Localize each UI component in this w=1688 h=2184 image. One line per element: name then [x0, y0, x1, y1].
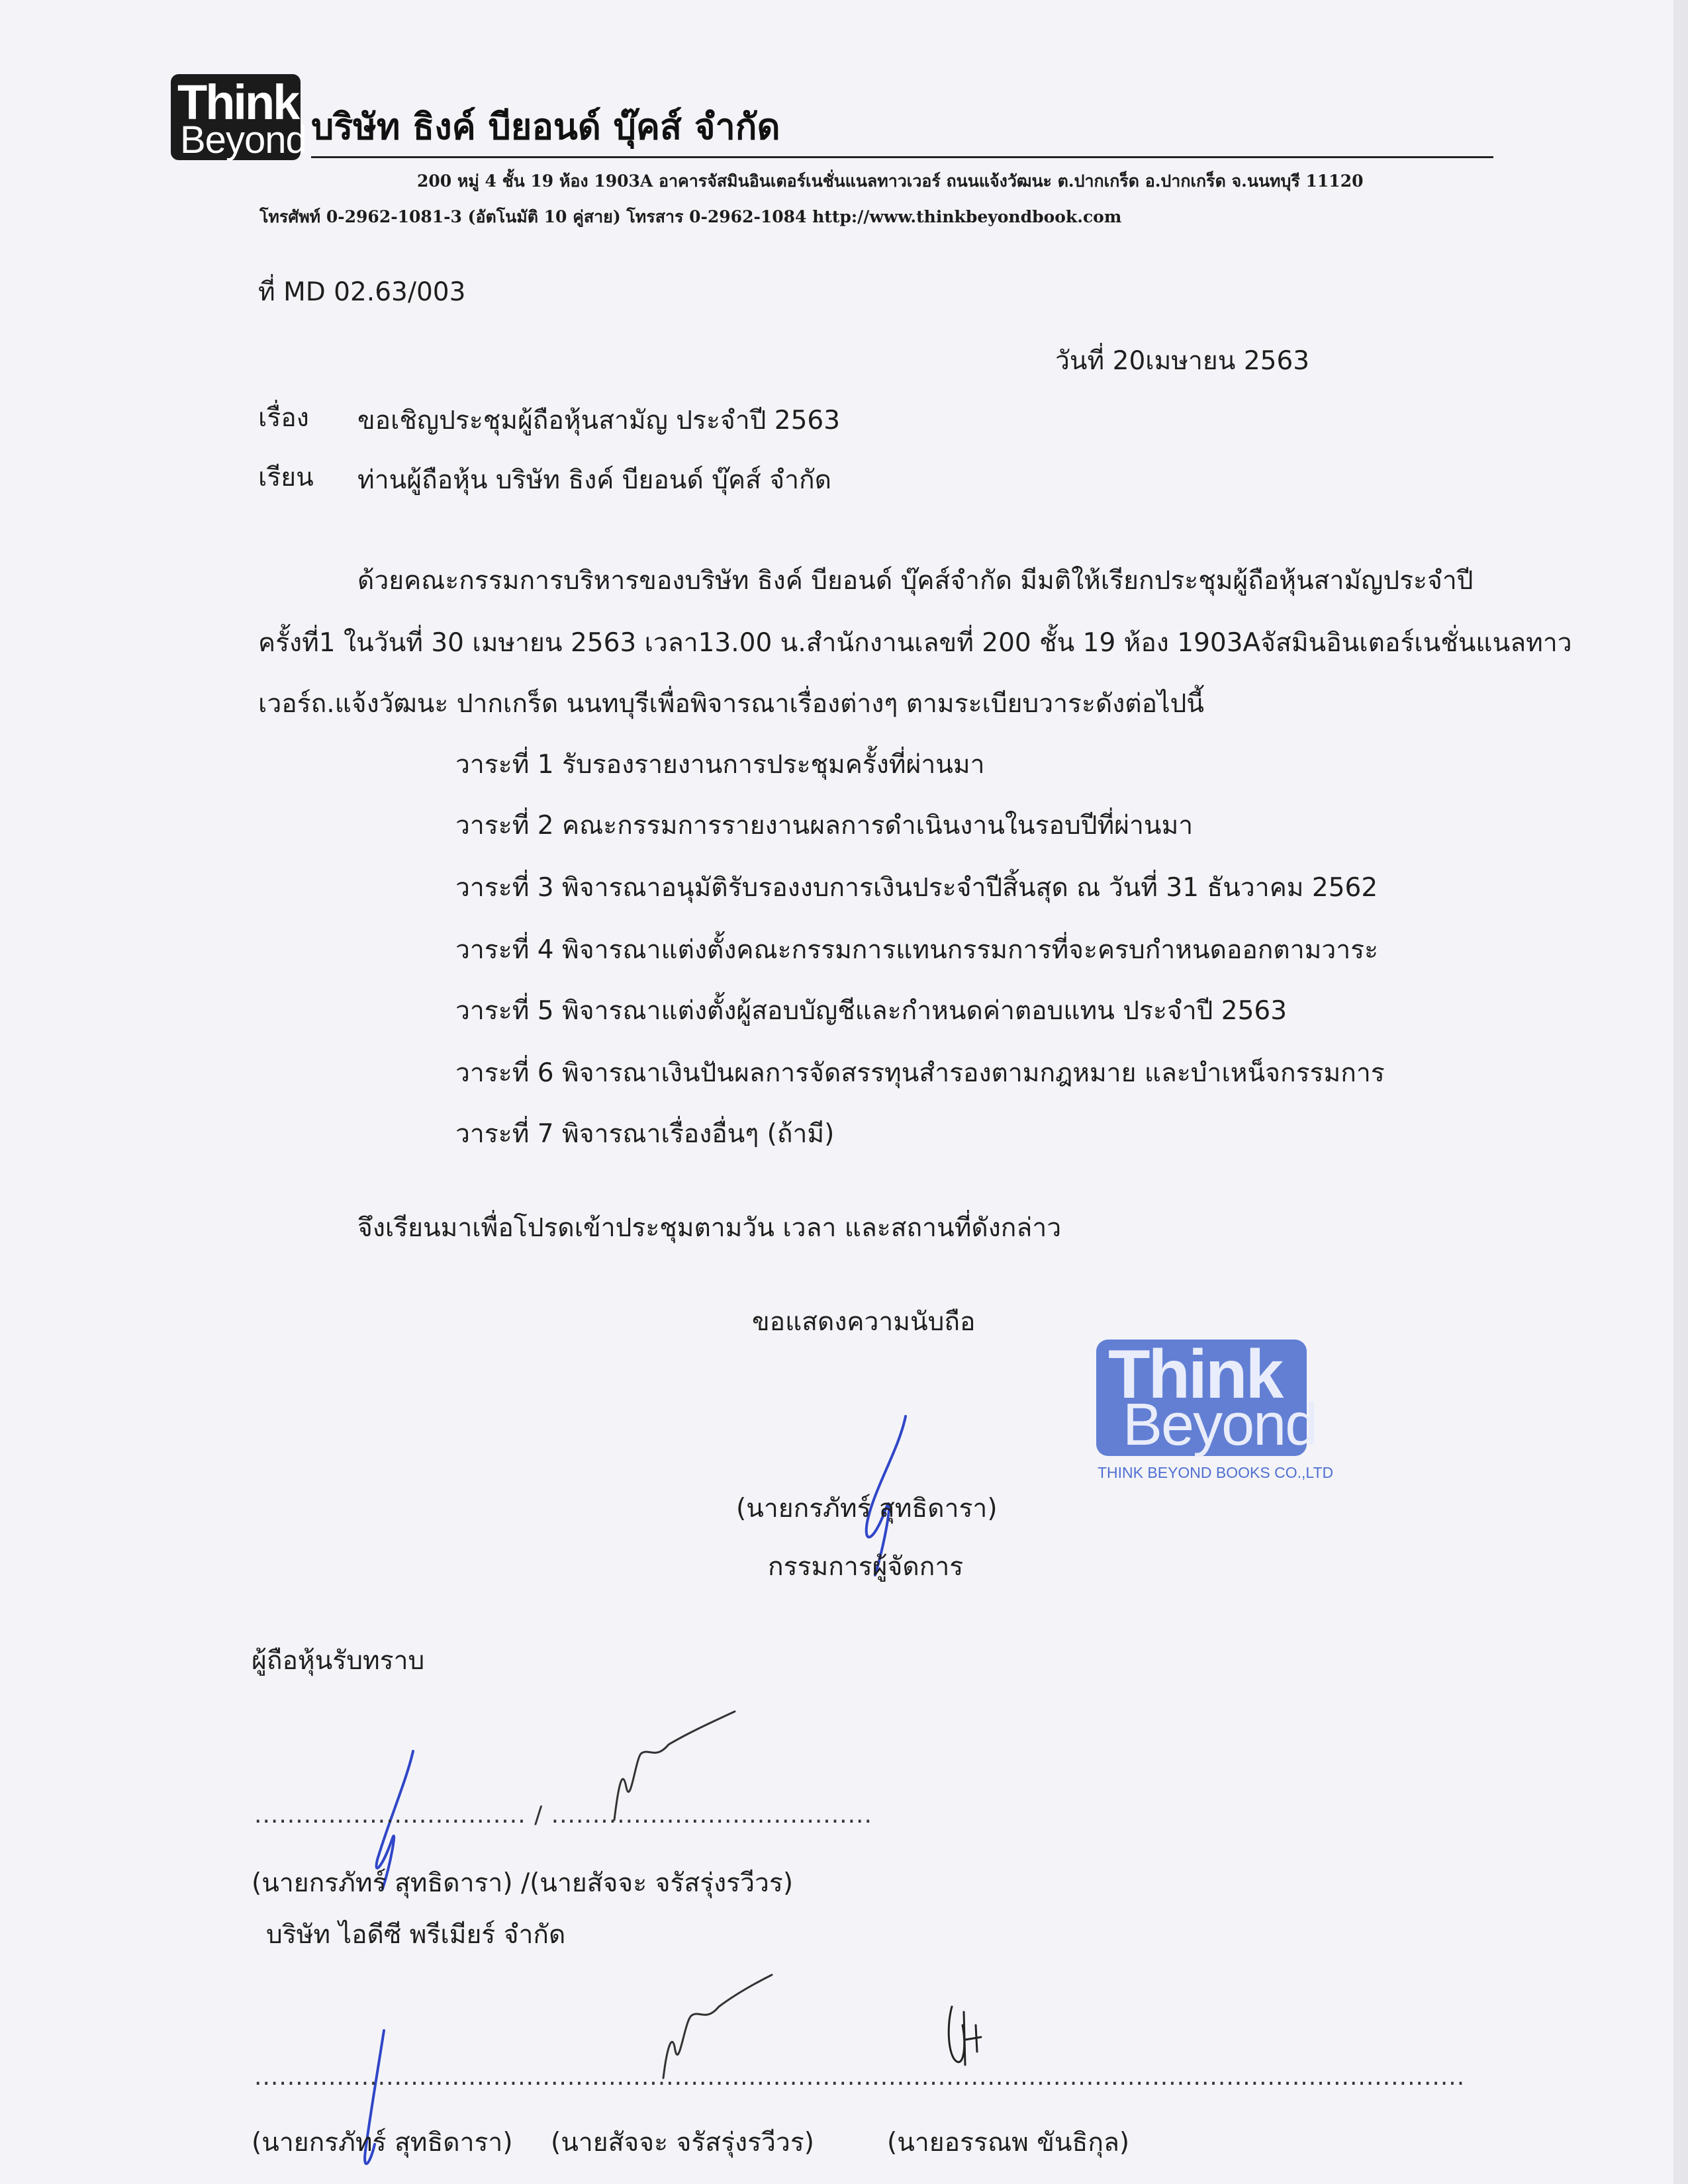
- agenda-item-7: วาระที่ 7 พิจารณาเรื่องอื่นๆ (ถ้ามี): [455, 1119, 835, 1149]
- company-name: บริษัท ธิงค์ บียอนด์ บุ๊คส์ จำกัด: [311, 105, 780, 148]
- agenda-item-3: วาระที่ 3 พิจารณาอนุมัติรับรองงบการเงินประจำปีสิ้นสุด ณ วันที่ 31 ธันวาคม 2562: [455, 873, 1378, 903]
- agenda-item-4: วาระที่ 4 พิจารณาแต่งตั้งคณะกรรมการแทนกรรมการที่จะครบกำหนดออกตามวาระ: [455, 935, 1379, 965]
- acknowledge-names: (นายกรภัทร์ สุทธิดารา) /(นายสัจจะ จรัสรุ่งรวีวร): [252, 1868, 794, 1898]
- paragraph-line-2: ครั้งที่1 ในวันที่ 30 เมษายน 2563 เวลา13.00 น.สำนักงานเลขที่ 200 ชั้น 19 ห้อง 1903Aจัสมินอินเตอร์เนชั่นแนลทาว: [258, 628, 1572, 658]
- letter-date: วันที่ 20เมษายน 2563: [1055, 346, 1310, 376]
- closing-line: จึงเรียนมาเพื่อโปรดเข้าประชุมตามวัน เวลา และสถานที่ดังกล่าว: [357, 1213, 1062, 1243]
- company-address: 200 หมู่ 4 ชั้น 19 ห้อง 1903A อาคารจัสมินอินเตอร์เนชั่นแนลทาวเวอร์ ถนนแจ้งวัฒนะ ต.ปากเกร็ด อ.ปากเกร็ด จ.นนทบุรี 11120: [417, 171, 1364, 191]
- paragraph-line-3: เวอร์ถ.แจ้งวัฒนะ ปากเกร็ด นนทบุรีเพื่อพิจารณาเรื่องต่างๆ ตามระเบียบวาระดังต่อไปนี้: [258, 689, 1205, 719]
- logo-line1: Think: [177, 75, 299, 130]
- signer-name: (นายกรภัทร์ สุทธิดารา): [736, 1494, 998, 1524]
- company-contact: โทรศัพท์ 0-2962-1081-3 (อัตโนมัติ 10 คู่สาย) โทรสาร 0-2962-1084 http://www.thinkbeyondbook.com: [259, 207, 1122, 226]
- agenda-item-2: วาระที่ 2 คณะกรรมการรายงานผลการดำเนินงานในรอบปีที่ผ่านมา: [455, 811, 1194, 841]
- bottom-dotted-line: ...................................................................................................................................................: [254, 2064, 1466, 2091]
- subject-label: เรื่อง: [258, 403, 309, 433]
- regards-text: ขอแสดงความนับถือ: [752, 1307, 976, 1337]
- signer-title: กรรมการผู้จัดการ: [768, 1552, 964, 1582]
- acknowledgement-heading: ผู้ถือหุ้นรับทราบ: [252, 1646, 425, 1676]
- to-text: ท่านผู้ถือหุ้น บริษัท ธิงค์ บียอนด์ บุ๊คส์ จำกัด: [357, 465, 831, 495]
- letterhead-rule: [311, 156, 1493, 158]
- company-logo: [171, 74, 306, 161]
- stamp-line1: Think: [1108, 1336, 1282, 1413]
- stamp-caption: THINK BEYOND BOOKS CO.,LTD: [1098, 1464, 1334, 1481]
- agenda-item-1: วาระที่ 1 รับรองรายงานการประชุมครั้งที่ผ่านมา: [455, 750, 985, 780]
- agenda-item-6: วาระที่ 6 พิจารณาเงินปันผลการจัดสรรทุนสำรองตามกฎหมาย และบำเหน็จกรรมการ: [455, 1058, 1385, 1088]
- acknowledge-company: บริษัท ไอดีซี พรีเมียร์ จำกัด: [266, 1920, 566, 1950]
- page-edge: [1673, 0, 1688, 2184]
- paragraph-line-1: ด้วยคณะกรรมการบริหารของบริษัท ธิงค์ บียอนด์ บุ๊คส์จำกัด มีมติให้เรียกประชุมผู้ถือหุ้นสามัญประจำปี: [357, 566, 1474, 596]
- agenda-item-5: วาระที่ 5 พิจารณาแต่งตั้งผู้สอบบัญชีและกำหนดค่าตอบแทน ประจำปี 2563: [455, 996, 1288, 1026]
- reference-number: ที่ MD 02.63/003: [258, 277, 466, 307]
- to-label: เรียน: [258, 463, 314, 492]
- bottom-signature-3: [943, 1999, 996, 2071]
- company-stamp: [1096, 1336, 1317, 1458]
- logo-line2: Beyond: [180, 118, 306, 161]
- bottom-name-1: (นายกรภัทร์ สุทธิดารา): [252, 2128, 513, 2158]
- bottom-name-3: (นายอรรณพ ขันธิกุล): [887, 2128, 1130, 2158]
- bottom-name-2: (นายสัจจะ จรัสรุ่งรวีวร): [551, 2128, 814, 2158]
- subject-text: ขอเชิญประชุมผู้ถือหุ้นสามัญ ประจำปี 2563: [357, 406, 841, 435]
- acknowledge-dotted-line: ................................. / .......................................: [254, 1801, 872, 1829]
- stamp-line2: Beyond: [1123, 1392, 1317, 1458]
